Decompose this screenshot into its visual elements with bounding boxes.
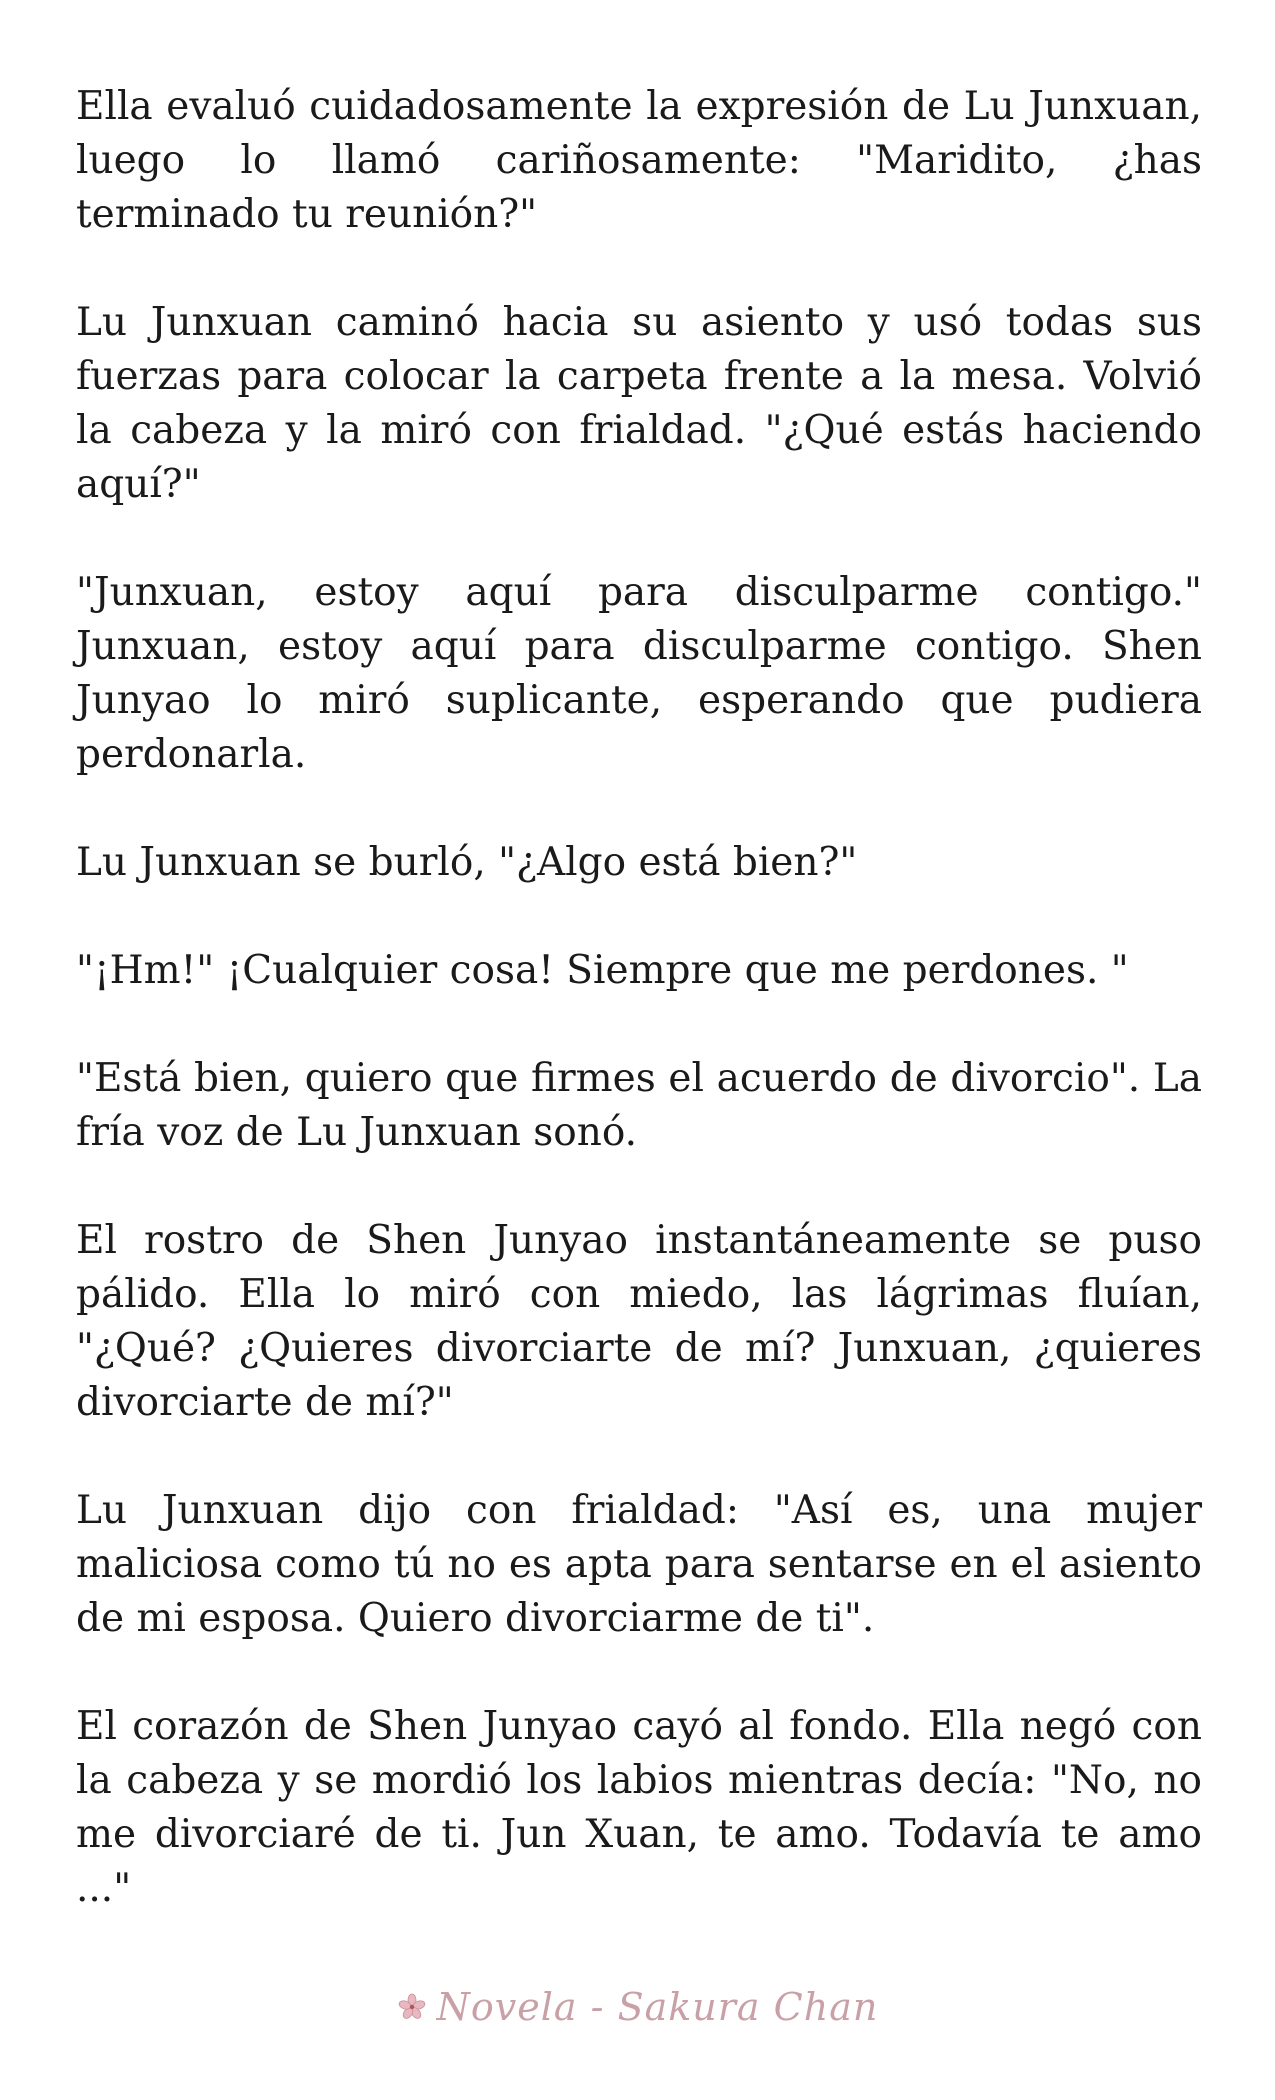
paragraph: "Está bien, quiero que firmes el acuerdo de divorcio". La fría voz de Lu Junxuan sonó. [76, 1056, 1202, 1155]
paragraph: "Junxuan, estoy aquí para disculparme contigo." Junxuan, estoy aquí para disculparme contigo. Shen Junyao lo miró suplicante, esperando que pudiera perdonarla. [76, 570, 1202, 777]
paragraph: Ella evaluó cuidadosamente la expresión de Lu Junxuan, luego lo llamó cariñosamente: "Maridito, ¿has terminado tu reunión?" [76, 84, 1202, 237]
sakura-flower-icon [397, 1992, 427, 2022]
paragraph: Lu Junxuan caminó hacia su asiento y usó todas sus fuerzas para colocar la carpeta frente a la mesa. Volvió la cabeza y la miró con frialdad. "¿Qué estás haciendo aquí?" [76, 300, 1202, 507]
paragraph: "¡Hm!" ¡Cualquier cosa! Siempre que me perdones. " [76, 948, 1129, 993]
paragraph: El rostro de Shen Junyao instantáneamente se puso pálido. Ella lo miró con miedo, las lágrimas fluían, "¿Qué? ¿Quieres divorciarte de mí? Junxuan, ¿quieres divorciarte de mí?" [76, 1218, 1202, 1425]
watermark-text: Novela - Sakura Chan [436, 1985, 879, 2029]
watermark [0, 1985, 1275, 2029]
paragraph: Lu Junxuan dijo con frialdad: "Así es, una mujer maliciosa como tú no es apta para sentarse en el asiento de mi esposa. Quiero divorciarme de ti". [76, 1488, 1202, 1641]
story-text [76, 80, 1202, 1970]
paragraph: El corazón de Shen Junyao cayó al fondo. Ella negó con la cabeza y se mordió los labios mientras decía: "No, no me divorciaré de ti. Jun Xuan, te amo. Todavía te amo ..." [76, 1704, 1202, 1911]
paragraph: Lu Junxuan se burló, "¿Algo está bien?" [76, 840, 858, 885]
